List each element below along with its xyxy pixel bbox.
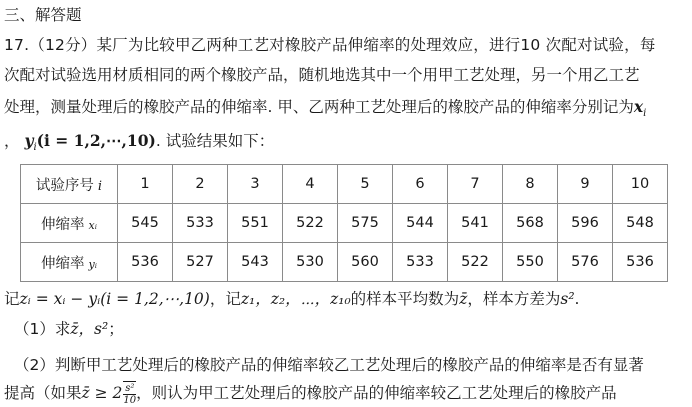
question-2-line-2 <box>4 381 617 406</box>
x-value-cell: 545 <box>118 204 173 243</box>
index-range: (i = 1,2,⋯,10) <box>36 131 156 150</box>
s-squared: s² <box>560 290 575 308</box>
y-value-cell: 536 <box>613 243 668 282</box>
question-2-line-1: （2）判断甲工艺处理后的橡胶产品的伸缩率较乙工艺处理后的橡胶产品的伸缩率是否有显著 <box>14 356 644 374</box>
question-2-inequality: z̄ ≥ 2 <box>81 384 123 402</box>
header-cell <box>21 165 118 204</box>
after-table-end: . <box>574 290 580 308</box>
y-value-cell: 530 <box>283 243 338 282</box>
z-bar: z̄ <box>459 290 468 308</box>
problem-line-4 <box>4 130 274 159</box>
x-value-cell: 544 <box>393 204 448 243</box>
index-cell: 2 <box>173 165 228 204</box>
x-value-cell: 575 <box>338 204 393 243</box>
section-heading: 三、解答题 <box>4 6 82 24</box>
x-value-cell: 596 <box>558 204 613 243</box>
after-table-tail-2: ，样本方差为 <box>467 290 561 308</box>
index-cell: 8 <box>503 165 558 204</box>
index-cell: 9 <box>558 165 613 204</box>
y-value-cell: 536 <box>118 243 173 282</box>
y-subscript: i <box>33 142 37 154</box>
x-subscript: i <box>643 108 647 120</box>
y-value-cell: 543 <box>228 243 283 282</box>
question-1-end: ； <box>108 320 124 338</box>
row-y-header <box>21 243 118 282</box>
problem-line-2: 次配对试验选用材质相同的两个橡胶产品，随机地选其中一个用甲工艺处理，另一个用乙工艺 <box>4 66 640 84</box>
after-table-tail-1: 的样本平均数为 <box>350 290 460 308</box>
y-value-cell: 527 <box>173 243 228 282</box>
x-value-cell: 548 <box>613 204 668 243</box>
x-value-cell: 533 <box>173 204 228 243</box>
row-y-label: 伸缩率 <box>41 255 85 272</box>
y-value-cell: 560 <box>338 243 393 282</box>
index-cell: 10 <box>613 165 668 204</box>
y-variable: y <box>24 131 34 150</box>
table-row-index <box>21 165 668 204</box>
x-value-cell: 522 <box>283 204 338 243</box>
header-label: 试验序号 <box>35 177 94 194</box>
x-value-cell: 551 <box>228 204 283 243</box>
x-value-cell: 541 <box>448 204 503 243</box>
problem-line-3 <box>4 96 646 125</box>
question-1-text: （1）求 <box>14 320 71 338</box>
y-value-cell: 533 <box>393 243 448 282</box>
z-list: z₁，z₂，⋯，z₁₀ <box>240 290 351 308</box>
row-y-var: yᵢ <box>88 257 97 271</box>
fraction-numerator: s² <box>125 383 135 394</box>
table-row-x <box>21 204 668 243</box>
question-1-math: z̄，s² <box>70 320 109 338</box>
x-variable: x <box>633 97 644 116</box>
question-2-tail: ，则认为甲工艺处理后的橡胶产品的伸缩率较乙工艺处理后的橡胶产品 <box>136 384 617 402</box>
question-2-lead: 提高（如果 <box>4 384 82 402</box>
y-value-cell: 550 <box>503 243 558 282</box>
y-value-cell: 576 <box>558 243 613 282</box>
index-cell: 1 <box>118 165 173 204</box>
after-table-line <box>4 288 579 310</box>
problem-line-3-text: 处理，测量处理后的橡胶产品的伸缩率. 甲、乙两种工艺处理后的橡胶产品的伸缩率分别记为 <box>4 98 634 116</box>
x-value-cell: 568 <box>503 204 558 243</box>
fraction <box>123 383 136 406</box>
y-value-cell: 522 <box>448 243 503 282</box>
row-x-label: 伸缩率 <box>41 216 85 233</box>
table-row-y <box>21 243 668 282</box>
index-cell: 7 <box>448 165 503 204</box>
after-table-lead: 记 <box>4 290 20 308</box>
results-table <box>20 164 668 282</box>
index-cell: 5 <box>338 165 393 204</box>
line-4-lead: ， <box>4 132 20 150</box>
row-x-header <box>21 204 118 243</box>
z-definition: zᵢ = xᵢ − yᵢ(i = 1,2,⋯,10) <box>19 290 210 308</box>
fraction-denominator: 10 <box>123 395 137 406</box>
question-1 <box>14 318 124 340</box>
index-cell: 6 <box>393 165 448 204</box>
header-var: i <box>97 178 103 194</box>
sqrt-expression <box>123 381 136 406</box>
after-table-mid: ，记 <box>209 290 241 308</box>
line-4-tail: . 试验结果如下： <box>155 132 275 150</box>
row-x-var: xᵢ <box>88 218 97 232</box>
problem-line-1: 17.（12分）某厂为比较甲乙两种工艺对橡胶产品伸缩率的处理效应，进行10 次配对试验，每 <box>4 36 656 54</box>
index-cell: 4 <box>283 165 338 204</box>
index-cell: 3 <box>228 165 283 204</box>
